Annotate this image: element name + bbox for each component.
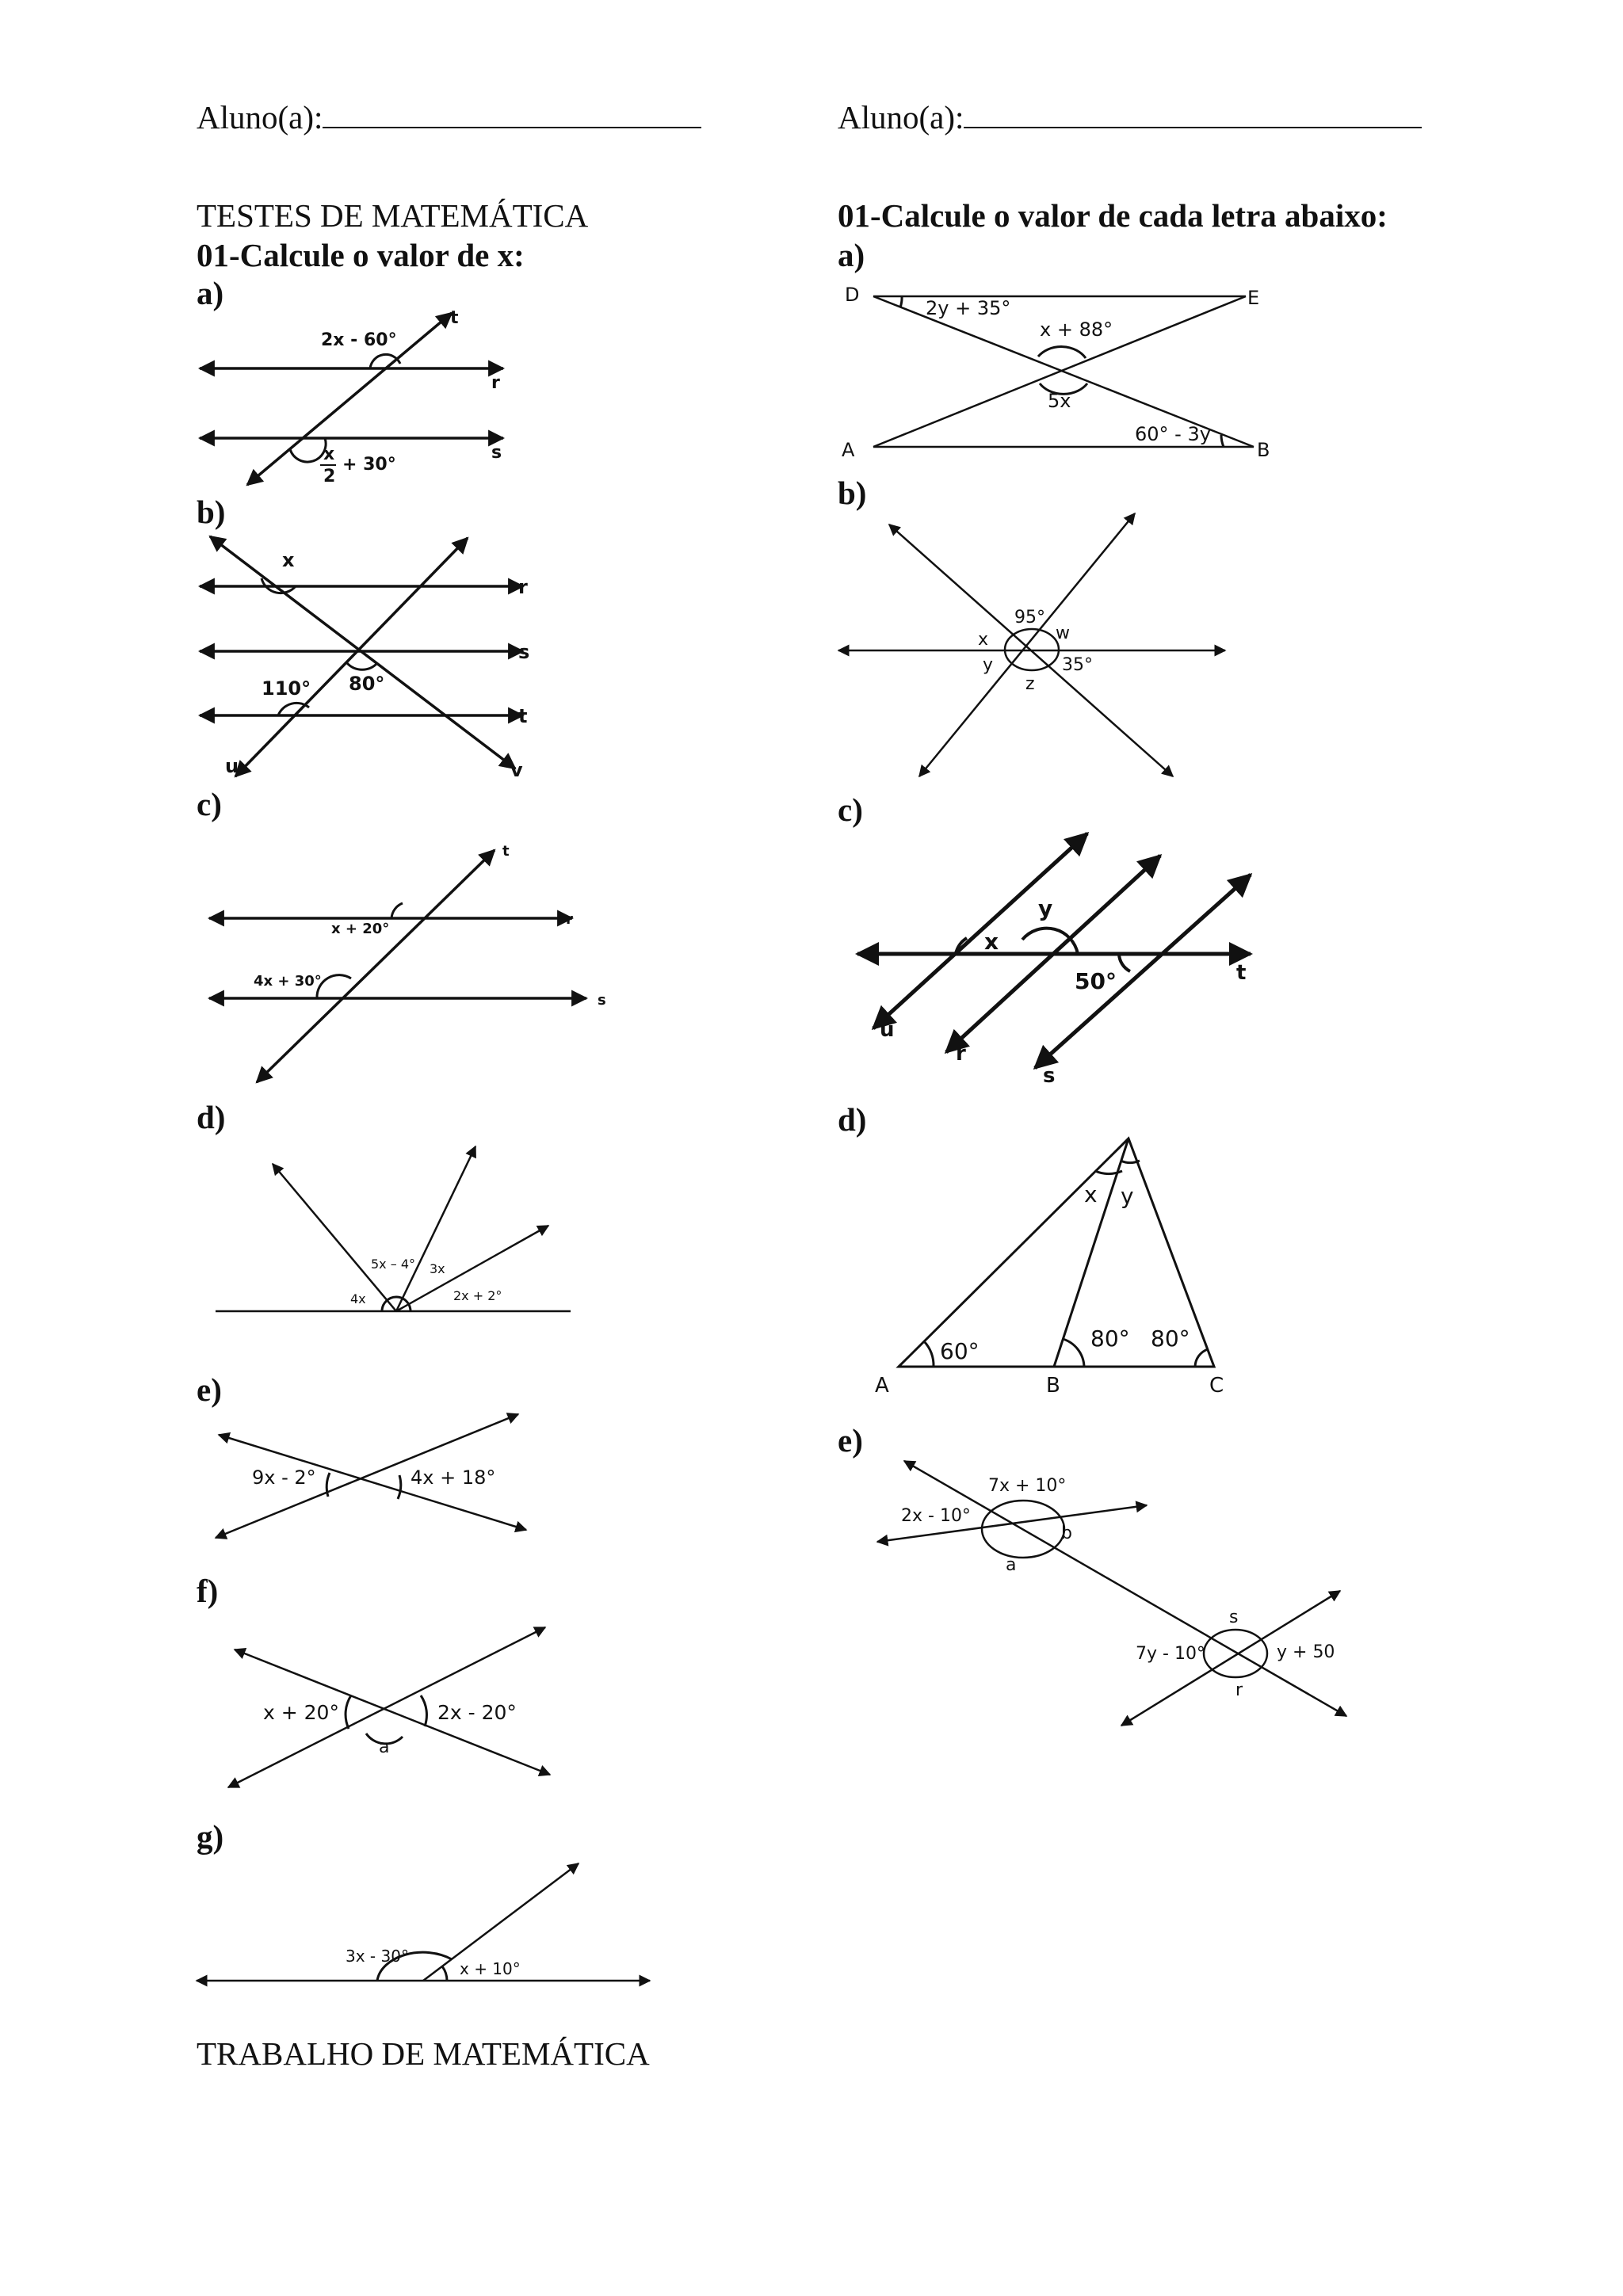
label-s: s — [518, 641, 530, 663]
label-v: v — [510, 759, 523, 781]
label-u: u — [880, 1018, 895, 1042]
vertex-A: A — [875, 1374, 889, 1398]
angle-label-a: a — [379, 1737, 390, 1757]
figure-right-b — [832, 507, 1236, 784]
angle-label-right: 4x + 18° — [411, 1466, 496, 1489]
student-blank-left — [323, 103, 701, 128]
figure-right-c — [848, 821, 1268, 1090]
angle-label-a: a — [1006, 1555, 1017, 1575]
angle-arc-right — [442, 1966, 447, 1981]
angle-label-x: x — [282, 549, 295, 571]
footer-title: TRABALHO DE MATEMÁTICA — [197, 2035, 650, 2072]
fraction-numerator: x — [323, 444, 335, 464]
angle-label-80b: 80° — [1090, 1325, 1130, 1352]
label-r: r — [956, 1042, 966, 1066]
label-t: t — [518, 705, 528, 727]
angle-label-50: 50° — [1075, 968, 1117, 994]
ray-1 — [273, 1164, 396, 1311]
angle-label-bottom: 5x — [1048, 390, 1071, 412]
angle-label-5x: 5x – 4° — [371, 1257, 415, 1272]
angle-label-top: 7x + 10° — [988, 1476, 1067, 1496]
angle-arc-60 — [924, 1341, 934, 1367]
label-t: t — [1236, 961, 1247, 985]
vertex-C: C — [1209, 1374, 1224, 1398]
line-t — [257, 850, 495, 1082]
angle-label-z: z — [1025, 674, 1035, 694]
item-letter-left-c: c) — [197, 786, 222, 822]
item-letter-left-a: a) — [197, 275, 224, 311]
angle-arc-top — [1038, 347, 1086, 358]
question-left: 01-Calcule o valor de x: — [197, 237, 525, 273]
angle-label-x: x — [1084, 1181, 1098, 1207]
item-letter-right-c: c) — [838, 791, 863, 828]
angle-label-right: x + 10° — [460, 1959, 521, 1978]
vertex-B: B — [1046, 1374, 1060, 1398]
student-name-field-right[interactable] — [838, 101, 1422, 134]
student-label-left: Aluno(a): — [197, 99, 323, 135]
angle-label-bottom: 4x + 30° — [254, 973, 322, 990]
item-letter-right-d: d) — [838, 1101, 867, 1138]
student-blank-right — [964, 103, 1422, 128]
angle-label-4x: 4x — [350, 1291, 366, 1306]
item-letter-right-e: e) — [838, 1422, 863, 1459]
angle-label-left2: 7y - 10° — [1136, 1644, 1205, 1664]
angle-label-D: 2y + 35° — [926, 297, 1011, 319]
angle-label-top: x + 20° — [331, 921, 390, 937]
line-s — [1035, 875, 1251, 1068]
figure-left-d — [206, 1137, 586, 1327]
angle-arc-B — [1221, 435, 1224, 447]
angle-label-2x: 2x + 2° — [453, 1288, 502, 1303]
figure-right-d — [869, 1129, 1249, 1406]
angle-label-top: x + 88° — [1040, 318, 1113, 341]
angle-arc-right — [421, 1695, 426, 1726]
figure-right-e — [868, 1450, 1375, 1743]
question-right: 01-Calcule o valor de cada letra abaixo: — [838, 197, 1388, 234]
angle-label-w: w — [1056, 624, 1070, 643]
angle-label-bottom: + 30° — [342, 455, 396, 475]
angle-label-left: x + 20° — [263, 1701, 339, 1724]
angle-arc-80 — [347, 663, 377, 669]
fraction-denominator: 2 — [323, 467, 336, 486]
angle-label-y: y — [1038, 895, 1053, 921]
figure-left-f — [222, 1616, 571, 1806]
angle-label-right2: y + 50 — [1277, 1642, 1335, 1662]
angle-arc-x — [1095, 1171, 1122, 1174]
angle-arc-top — [391, 903, 403, 918]
angle-label-95: 95° — [1014, 608, 1045, 627]
vertex-E: E — [1247, 287, 1260, 309]
figure-left-c — [190, 840, 618, 1093]
angle-label-y: y — [1121, 1183, 1134, 1209]
angle-arc-y — [1121, 1161, 1140, 1163]
angle-label-left: 2x - 10° — [901, 1506, 971, 1526]
vertex-B: B — [1257, 439, 1270, 461]
item-letter-left-g: g) — [197, 1818, 224, 1855]
figure-right-a — [842, 277, 1289, 467]
student-label-right: Aluno(a): — [838, 99, 964, 135]
vertex-A: A — [842, 439, 855, 461]
angle-label-x: x — [978, 630, 989, 650]
angle-label-3x: 3x — [430, 1261, 445, 1276]
angle-label-80: 80° — [349, 673, 385, 695]
angle-label-110: 110° — [262, 677, 311, 700]
angle-label-right: 2x - 20° — [437, 1701, 517, 1724]
angle-arc-bottom — [290, 438, 326, 462]
angle-label-top: 2x - 60° — [321, 330, 397, 350]
line-diagonal-2 — [919, 513, 1135, 776]
angle-label-r: r — [1235, 1680, 1243, 1700]
label-t: t — [450, 308, 459, 328]
vertex-D: D — [845, 284, 860, 306]
label-t: t — [502, 843, 510, 860]
angle-circle-bottom — [1204, 1630, 1267, 1677]
label-s: s — [1043, 1064, 1056, 1088]
angle-arc-left — [346, 1695, 351, 1729]
angle-label-left: 3x - 30° — [346, 1947, 409, 1966]
item-letter-left-b: b) — [197, 494, 226, 530]
item-letter-left-f: f) — [197, 1573, 219, 1609]
angle-label-left: 9x - 2° — [252, 1466, 316, 1489]
item-letter-right-b: b) — [838, 475, 867, 511]
angle-arc-D — [900, 296, 902, 307]
transversal — [904, 1461, 1346, 1716]
figure-left-a — [190, 301, 523, 491]
item-letter-left-d: d) — [197, 1099, 226, 1135]
angle-arc-110 — [278, 703, 309, 715]
angle-arc-80c — [1195, 1349, 1208, 1367]
angle-label-y: y — [983, 655, 994, 675]
student-name-field-left[interactable] — [197, 101, 701, 134]
page-title: TESTES DE MATEMÁTICA — [197, 197, 589, 234]
angle-label-s: s — [1229, 1608, 1239, 1627]
label-r: r — [491, 373, 500, 393]
angle-arc-left — [327, 1473, 330, 1497]
angle-label-35: 35° — [1062, 655, 1093, 675]
angle-label-B: 60° - 3y — [1135, 423, 1211, 445]
figure-left-e — [206, 1406, 539, 1549]
angle-arc-50 — [1119, 954, 1130, 971]
angle-arc-right — [398, 1475, 401, 1499]
angle-label-80c: 80° — [1151, 1325, 1190, 1352]
figure-left-g — [190, 1854, 658, 1997]
label-r: r — [566, 911, 573, 928]
item-letter-right-a: a) — [838, 237, 865, 273]
label-s: s — [598, 992, 606, 1009]
angle-label-60: 60° — [940, 1338, 980, 1364]
ray-2 — [396, 1146, 475, 1311]
label-r: r — [518, 576, 528, 598]
line-u — [235, 538, 468, 776]
label-u: u — [225, 755, 239, 777]
figure-left-b — [190, 527, 539, 788]
angle-label-x: x — [984, 929, 999, 955]
angle-label-b: b — [1061, 1524, 1072, 1543]
angle-arc-80b — [1063, 1339, 1084, 1367]
label-s: s — [491, 443, 502, 463]
item-letter-left-e: e) — [197, 1371, 222, 1408]
